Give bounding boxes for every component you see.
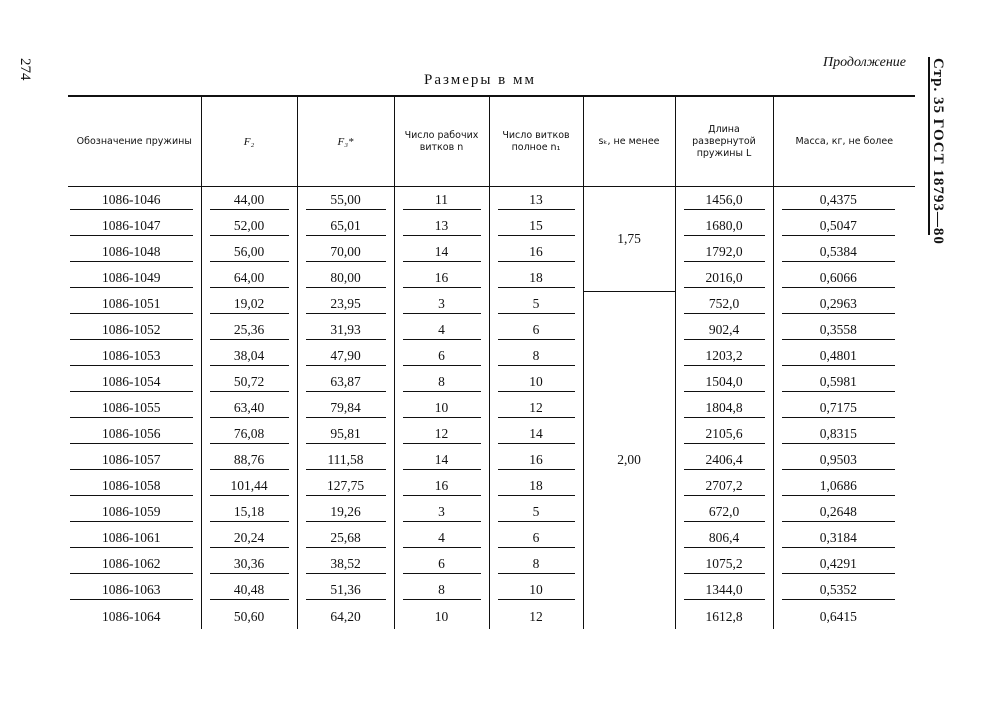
working-coils-cell-value: 10: [434, 609, 449, 624]
mass-cell-value: 0,3558: [782, 322, 896, 340]
f2-cell-value: 38,04: [210, 348, 289, 366]
header-designation: Обозначение пружины: [68, 97, 201, 187]
length-cell: [675, 447, 773, 473]
table-row: [68, 525, 915, 551]
total-coils-cell: [489, 187, 583, 214]
working-coils-cell-value: 6: [403, 348, 481, 366]
length-cell-value: 1075,2: [684, 556, 765, 574]
table-row: [68, 577, 915, 603]
total-coils-cell: [489, 317, 583, 343]
table-row: [68, 421, 915, 447]
length-cell-value: 1792,0: [684, 244, 765, 262]
working-coils-cell-value: 8: [403, 582, 481, 600]
f2-cell: [201, 291, 297, 317]
header-f3: F₃*: [297, 97, 394, 187]
f3-cell-value: 23,95: [306, 296, 386, 314]
working-coils-cell: [394, 577, 489, 603]
length-cell-value: 1456,0: [684, 192, 765, 210]
mass-cell: [773, 473, 915, 499]
designation-cell-value: 1086-1056: [70, 426, 193, 444]
mass-cell-value: 0,3184: [782, 530, 896, 548]
f2-cell: [201, 265, 297, 291]
total-coils-cell: [489, 525, 583, 551]
f2-cell: [201, 187, 297, 214]
designation-cell-value: 1086-1063: [70, 582, 193, 600]
sk-value: 2,00: [617, 452, 641, 468]
working-coils-cell-value: 3: [403, 296, 481, 314]
mass-cell: [773, 369, 915, 395]
working-coils-cell: [394, 239, 489, 265]
total-coils-cell-value: 5: [498, 296, 575, 314]
total-coils-cell-value: 13: [498, 192, 575, 210]
mass-cell-value: 0,4375: [782, 192, 896, 210]
f3-cell: [297, 499, 394, 525]
total-coils-cell: [489, 603, 583, 629]
f3-cell: [297, 291, 394, 317]
length-cell-value: 1680,0: [684, 218, 765, 236]
length-cell: [675, 265, 773, 291]
mass-cell: [773, 499, 915, 525]
total-coils-cell: [489, 239, 583, 265]
designation-cell-value: 1086-1053: [70, 348, 193, 366]
spring-spec-table: [68, 97, 915, 629]
length-cell-value: 1344,0: [684, 582, 765, 600]
f2-cell: [201, 213, 297, 239]
working-coils-cell: [394, 525, 489, 551]
working-coils-cell-value: 10: [403, 400, 481, 418]
f2-cell-value: 44,00: [210, 192, 289, 210]
mass-cell: [773, 343, 915, 369]
mass-cell: [773, 265, 915, 291]
f2-cell-value: 56,00: [210, 244, 289, 262]
f2-cell-value: 88,76: [210, 452, 289, 470]
working-coils-cell: [394, 395, 489, 421]
working-coils-cell: [394, 369, 489, 395]
mass-cell-value: 0,5047: [782, 218, 896, 236]
f2-cell: [201, 551, 297, 577]
f3-cell: [297, 603, 394, 629]
table-body: [68, 187, 915, 630]
total-coils-cell-value: 15: [498, 218, 575, 236]
mass-cell-value: 0,9503: [782, 452, 896, 470]
f2-cell-value: 50,72: [210, 374, 289, 392]
f3-cell: [297, 213, 394, 239]
total-coils-cell-value: 8: [498, 348, 575, 366]
mass-cell: [773, 577, 915, 603]
designation-cell-value: 1086-1047: [70, 218, 193, 236]
mass-cell-value: 0,5352: [782, 582, 896, 600]
length-cell-value: 902,4: [684, 322, 765, 340]
f2-cell-value: 101,44: [210, 478, 289, 496]
working-coils-cell: [394, 291, 489, 317]
designation-cell-value: 1086-1059: [70, 504, 193, 522]
mass-cell-value: 0,4801: [782, 348, 896, 366]
f3-cell: [297, 395, 394, 421]
working-coils-cell-value: 14: [403, 452, 481, 470]
f2-cell: [201, 239, 297, 265]
total-coils-cell: [489, 473, 583, 499]
total-coils-cell-value: 18: [498, 270, 575, 288]
f2-cell-value: 64,00: [210, 270, 289, 288]
mass-cell: [773, 551, 915, 577]
total-coils-cell: [489, 499, 583, 525]
f2-cell-value: 52,00: [210, 218, 289, 236]
length-cell: [675, 291, 773, 317]
designation-cell: [68, 239, 201, 265]
f3-cell: [297, 239, 394, 265]
designation-cell-value: 1086-1057: [70, 452, 193, 470]
working-coils-cell-value: 11: [403, 192, 481, 210]
length-cell-value: 752,0: [684, 296, 765, 314]
mass-cell-value: 0,2963: [782, 296, 896, 314]
working-coils-cell: [394, 499, 489, 525]
total-coils-cell-value: 8: [498, 556, 575, 574]
f3-cell: [297, 525, 394, 551]
table-header-row: [68, 97, 915, 187]
length-cell: [675, 369, 773, 395]
designation-cell-value: 1086-1062: [70, 556, 193, 574]
header-length: Длина развернутой пружины L: [675, 97, 773, 187]
f3-cell-value: 25,68: [306, 530, 386, 548]
f3-cell: [297, 187, 394, 214]
sk-value: 1,75: [617, 230, 641, 246]
mass-cell: [773, 291, 915, 317]
table-row: [68, 265, 915, 291]
mass-cell-value: 1,0686: [782, 478, 896, 496]
f3-cell: [297, 265, 394, 291]
designation-cell: [68, 187, 201, 214]
f2-cell-value: 30,36: [210, 556, 289, 574]
designation-cell-value: 1086-1054: [70, 374, 193, 392]
f3-cell-value: 65,01: [306, 218, 386, 236]
f3-cell-value: 127,75: [306, 478, 386, 496]
mass-cell: [773, 525, 915, 551]
table-row: [68, 291, 915, 317]
table-row: [68, 499, 915, 525]
f3-cell-value: 70,00: [306, 244, 386, 262]
total-coils-cell-value: 12: [498, 400, 575, 418]
units-caption-text: Размеры в мм: [423, 72, 536, 88]
table-row: [68, 213, 915, 239]
designation-cell: [68, 525, 201, 551]
header-mass: Масса, кг, не более: [773, 97, 915, 187]
table-row: [68, 239, 915, 265]
f3-cell: [297, 577, 394, 603]
f2-cell-value: 40,48: [210, 582, 289, 600]
working-coils-cell: [394, 213, 489, 239]
f2-cell: [201, 317, 297, 343]
working-coils-cell: [394, 551, 489, 577]
length-cell: [675, 187, 773, 214]
mass-cell: [773, 603, 915, 629]
mass-cell-value: 0,7175: [782, 400, 896, 418]
f2-cell: [201, 343, 297, 369]
length-cell: [675, 603, 773, 629]
total-coils-cell-value: 5: [498, 504, 575, 522]
working-coils-cell: [394, 473, 489, 499]
f2-cell-value: 20,24: [210, 530, 289, 548]
total-coils-cell-value: 10: [498, 374, 575, 392]
total-coils-cell: [489, 577, 583, 603]
designation-cell: [68, 473, 201, 499]
designation-cell-value: 1086-1058: [70, 478, 193, 496]
length-cell-value: 2105,6: [684, 426, 765, 444]
table-row: [68, 551, 915, 577]
table-row: [68, 369, 915, 395]
designation-cell: [68, 603, 201, 629]
f3-cell: [297, 473, 394, 499]
total-coils-cell-value: 6: [498, 530, 575, 548]
working-coils-cell: [394, 447, 489, 473]
total-coils-cell-value: 6: [498, 322, 575, 340]
f2-cell: [201, 499, 297, 525]
total-coils-cell-value: 10: [498, 582, 575, 600]
f2-cell: [201, 395, 297, 421]
mass-cell: [773, 447, 915, 473]
f2-cell: [201, 603, 297, 629]
total-coils-cell: [489, 265, 583, 291]
f3-cell-value: 51,36: [306, 582, 386, 600]
working-coils-cell: [394, 421, 489, 447]
table-row: [68, 447, 915, 473]
working-coils-cell-value: 6: [403, 556, 481, 574]
f3-cell: [297, 421, 394, 447]
mass-cell: [773, 239, 915, 265]
length-cell: [675, 239, 773, 265]
f2-cell-value: 63,40: [210, 400, 289, 418]
f2-cell-value: 19,02: [210, 296, 289, 314]
working-coils-cell-value: 4: [403, 530, 481, 548]
total-coils-cell: [489, 447, 583, 473]
designation-cell: [68, 317, 201, 343]
mass-cell-value: 0,5981: [782, 374, 896, 392]
designation-cell: [68, 291, 201, 317]
length-cell-value: 672,0: [684, 504, 765, 522]
length-cell: [675, 317, 773, 343]
working-coils-cell-value: 4: [403, 322, 481, 340]
table-row: [68, 395, 915, 421]
f2-cell-value: 50,60: [233, 609, 265, 624]
designation-cell-value: 1086-1048: [70, 244, 193, 262]
mass-cell: [773, 213, 915, 239]
working-coils-cell-value: 14: [403, 244, 481, 262]
header-total-coils: Число витков полное n₁: [489, 97, 583, 187]
f2-cell: [201, 447, 297, 473]
f3-cell: [297, 317, 394, 343]
units-caption: [0, 72, 1000, 89]
table-row: [68, 343, 915, 369]
working-coils-cell: [394, 603, 489, 629]
length-cell: [675, 525, 773, 551]
f3-cell-value: 31,93: [306, 322, 386, 340]
designation-cell: [68, 499, 201, 525]
f3-cell-value: 64,20: [330, 609, 361, 624]
mass-cell: [773, 421, 915, 447]
length-cell-value: 2016,0: [684, 270, 765, 288]
total-coils-cell-value: 14: [498, 426, 575, 444]
designation-cell: [68, 395, 201, 421]
total-coils-cell: [489, 421, 583, 447]
f3-cell-value: 19,26: [306, 504, 386, 522]
designation-cell: [68, 369, 201, 395]
total-coils-cell: [489, 291, 583, 317]
f3-cell: [297, 551, 394, 577]
f2-cell-value: 15,18: [210, 504, 289, 522]
length-cell-value: 1612,8: [705, 609, 743, 624]
working-coils-cell-value: 3: [403, 504, 481, 522]
designation-cell: [68, 265, 201, 291]
f3-cell: [297, 343, 394, 369]
working-coils-cell: [394, 317, 489, 343]
header-sk: sₖ, не менее: [583, 97, 675, 187]
mass-cell: [773, 317, 915, 343]
f3-cell-value: 55,00: [306, 192, 386, 210]
total-coils-cell: [489, 213, 583, 239]
length-cell: [675, 473, 773, 499]
designation-cell: [68, 421, 201, 447]
designation-cell: [68, 447, 201, 473]
designation-cell-value: 1086-1055: [70, 400, 193, 418]
length-cell-value: 2707,2: [684, 478, 765, 496]
working-coils-cell: [394, 187, 489, 214]
continuation-label: Продолжение: [823, 55, 906, 70]
total-coils-cell: [489, 343, 583, 369]
designation-cell-value: 1086-1051: [70, 296, 193, 314]
length-cell: [675, 213, 773, 239]
working-coils-cell-value: 16: [403, 478, 481, 496]
working-coils-cell-value: 13: [403, 218, 481, 236]
f2-cell-value: 76,08: [210, 426, 289, 444]
total-coils-cell-value: 16: [498, 244, 575, 262]
mass-cell-value: 0,4291: [782, 556, 896, 574]
f3-cell-value: 47,90: [306, 348, 386, 366]
f3-cell-value: 80,00: [306, 270, 386, 288]
length-cell-value: 1804,8: [684, 400, 765, 418]
total-coils-cell: [489, 551, 583, 577]
total-coils-cell-value: 18: [498, 478, 575, 496]
mass-cell-value: 0,6066: [782, 270, 896, 288]
length-cell-value: 1203,2: [684, 348, 765, 366]
working-coils-cell-value: 16: [403, 270, 481, 288]
designation-cell: [68, 343, 201, 369]
mass-cell: [773, 395, 915, 421]
standard-reference: Стр. 35 ГОСТ 18793—80: [930, 58, 946, 245]
length-cell: [675, 551, 773, 577]
f3-cell-value: 95,81: [306, 426, 386, 444]
designation-cell-value: 1086-1064: [102, 609, 161, 624]
designation-cell-value: 1086-1061: [70, 530, 193, 548]
length-cell: [675, 421, 773, 447]
designation-cell-value: 1086-1046: [70, 192, 193, 210]
f3-cell: [297, 447, 394, 473]
mass-cell-value: 0,2648: [782, 504, 896, 522]
table-row: [68, 473, 915, 499]
mass-cell-value: 0,6415: [819, 609, 857, 624]
header-working-coils: Число рабочих витков n: [394, 97, 489, 187]
sk-value-cell: [583, 291, 675, 629]
designation-cell-value: 1086-1052: [70, 322, 193, 340]
f3-cell-value: 79,84: [306, 400, 386, 418]
working-coils-cell-value: 12: [403, 426, 481, 444]
header-f2: F₂: [201, 97, 297, 187]
working-coils-cell: [394, 343, 489, 369]
designation-cell-value: 1086-1049: [70, 270, 193, 288]
table-row: [68, 317, 915, 343]
working-coils-cell-value: 8: [403, 374, 481, 392]
page-number: 274: [17, 58, 33, 81]
f2-cell: [201, 577, 297, 603]
f2-cell-value: 25,36: [210, 322, 289, 340]
f2-cell: [201, 473, 297, 499]
length-cell: [675, 395, 773, 421]
length-cell: [675, 499, 773, 525]
length-cell: [675, 343, 773, 369]
mass-cell-value: 0,8315: [782, 426, 896, 444]
designation-cell: [68, 551, 201, 577]
sk-value-cell: [583, 187, 675, 292]
designation-cell: [68, 213, 201, 239]
table-row: [68, 187, 915, 214]
table-row: [68, 603, 915, 629]
working-coils-cell: [394, 265, 489, 291]
length-cell-value: 2406,4: [684, 452, 765, 470]
length-cell: [675, 577, 773, 603]
length-cell-value: 806,4: [684, 530, 765, 548]
f2-cell: [201, 369, 297, 395]
f3-cell-value: 63,87: [306, 374, 386, 392]
mass-cell-value: 0,5384: [782, 244, 896, 262]
f3-cell-value: 38,52: [306, 556, 386, 574]
f2-cell: [201, 525, 297, 551]
designation-cell: [68, 577, 201, 603]
f3-cell: [297, 369, 394, 395]
mass-cell: [773, 187, 915, 214]
f3-cell-value: 111,58: [306, 452, 386, 470]
total-coils-cell: [489, 369, 583, 395]
f2-cell: [201, 421, 297, 447]
total-coils-cell-value: 16: [498, 452, 575, 470]
total-coils-cell-value: 12: [529, 609, 543, 624]
total-coils-cell: [489, 395, 583, 421]
length-cell-value: 1504,0: [684, 374, 765, 392]
